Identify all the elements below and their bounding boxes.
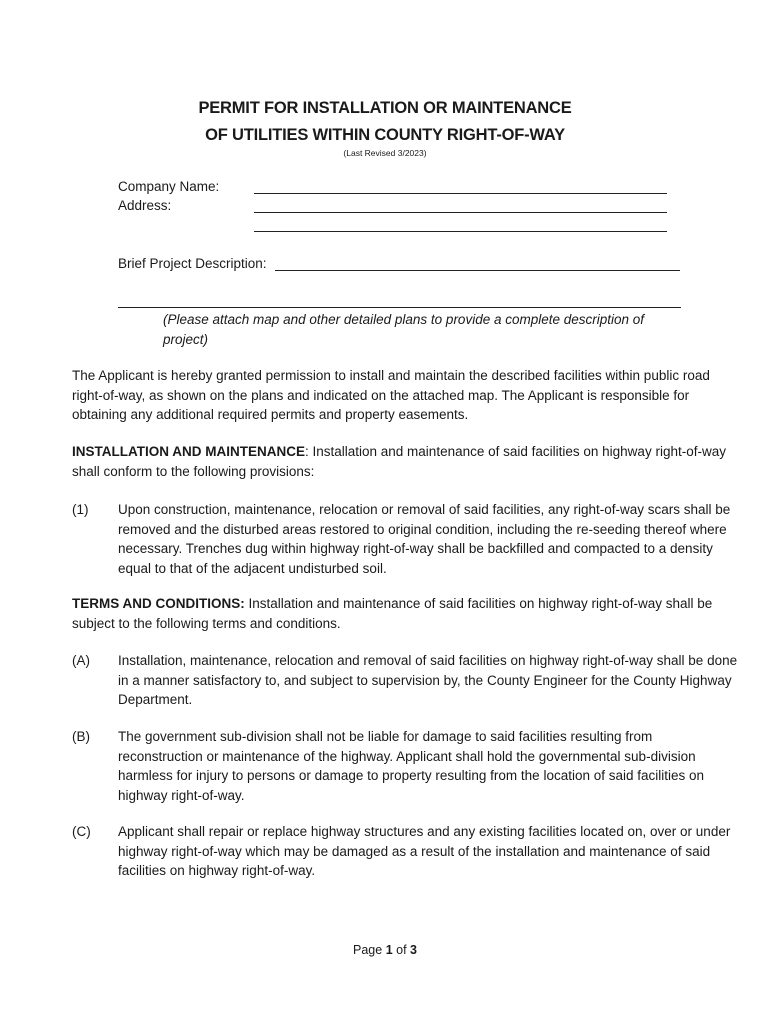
installation-text: : Installation and maintenance of said facilities on highway right-of-way shall conform to the following provisions: <box>72 444 726 479</box>
project-description-field-line2[interactable] <box>118 307 681 308</box>
document-title-line2: OF UTILITIES WITHIN COUNTY RIGHT-OF-WAY <box>205 126 565 144</box>
term-letter: (C) <box>72 824 91 839</box>
attach-map-note: (Please attach map and other detailed plans to provide a complete description of project) <box>163 312 645 347</box>
installation-section <box>72 442 737 481</box>
company-name-label: Company Name: <box>118 179 220 194</box>
intro-paragraph: The Applicant is hereby granted permission to install and maintain the described facilities within public road right-of-way, as shown on the plans and indicated on the attached map. The Applicant is responsible for obtaining any additional required permits and property easements. <box>72 368 710 422</box>
address-field-line2[interactable] <box>254 231 667 232</box>
term-text: Installation, maintenance, relocation and removal of said facilities on highway right-of-way shall be done in a manner satisfactory to, and subject to supervision by, the County Engineer for the County Highway Department. <box>118 653 738 707</box>
address-label: Address: <box>118 198 172 213</box>
page-number <box>0 943 770 957</box>
of-word: of <box>392 943 411 957</box>
document-title-line1: PERMIT FOR INSTALLATION OR MAINTENANCE <box>198 99 572 117</box>
page-current: 1 <box>385 943 393 957</box>
revision-note: (Last Revised 3/2023) <box>343 148 427 158</box>
terms-section <box>72 594 737 633</box>
term-letter: (B) <box>72 729 90 744</box>
provision-number: (1) <box>72 502 89 517</box>
address-field-line1[interactable] <box>254 212 667 213</box>
terms-text: Installation and maintenance of said facilities on highway right-of-way shall be subject to the following terms and conditions. <box>72 596 713 631</box>
project-description-label: Brief Project Description: <box>118 256 267 271</box>
installation-heading: INSTALLATION AND MAINTENANCE <box>72 444 305 459</box>
page-total: 3 <box>410 943 417 957</box>
terms-heading: TERMS AND CONDITIONS: <box>72 596 245 611</box>
term-text: The government sub-division shall not be liable for damage to said facilities resulting from reconstruction or maintenance of the highway. Applicant shall hold the governmental sub-division harmless for injury to persons or damage to property resulting from the location of said facilities on highway right-of-way. <box>118 729 705 803</box>
provision-text: Upon construction, maintenance, relocation or removal of said facilities, any right-of-way scars shall be removed and the disturbed areas restored to original condition, including the re-seeding thereof where necessary. Trenches dug within highway right-of-way shall be backfilled and compacted to a density equal to that of the adjacent undisturbed soil. <box>118 502 731 576</box>
term-letter: (A) <box>72 653 90 668</box>
term-text: Applicant shall repair or replace highway structures and any existing facilities located on, over or under highway right-of-way which may be damaged as a result of the installation and maintenance of said facilities on highway right-of-way. <box>118 824 731 878</box>
page-word: Page <box>353 943 386 957</box>
project-description-field-line1[interactable] <box>275 270 680 271</box>
company-name-field[interactable] <box>254 193 667 194</box>
